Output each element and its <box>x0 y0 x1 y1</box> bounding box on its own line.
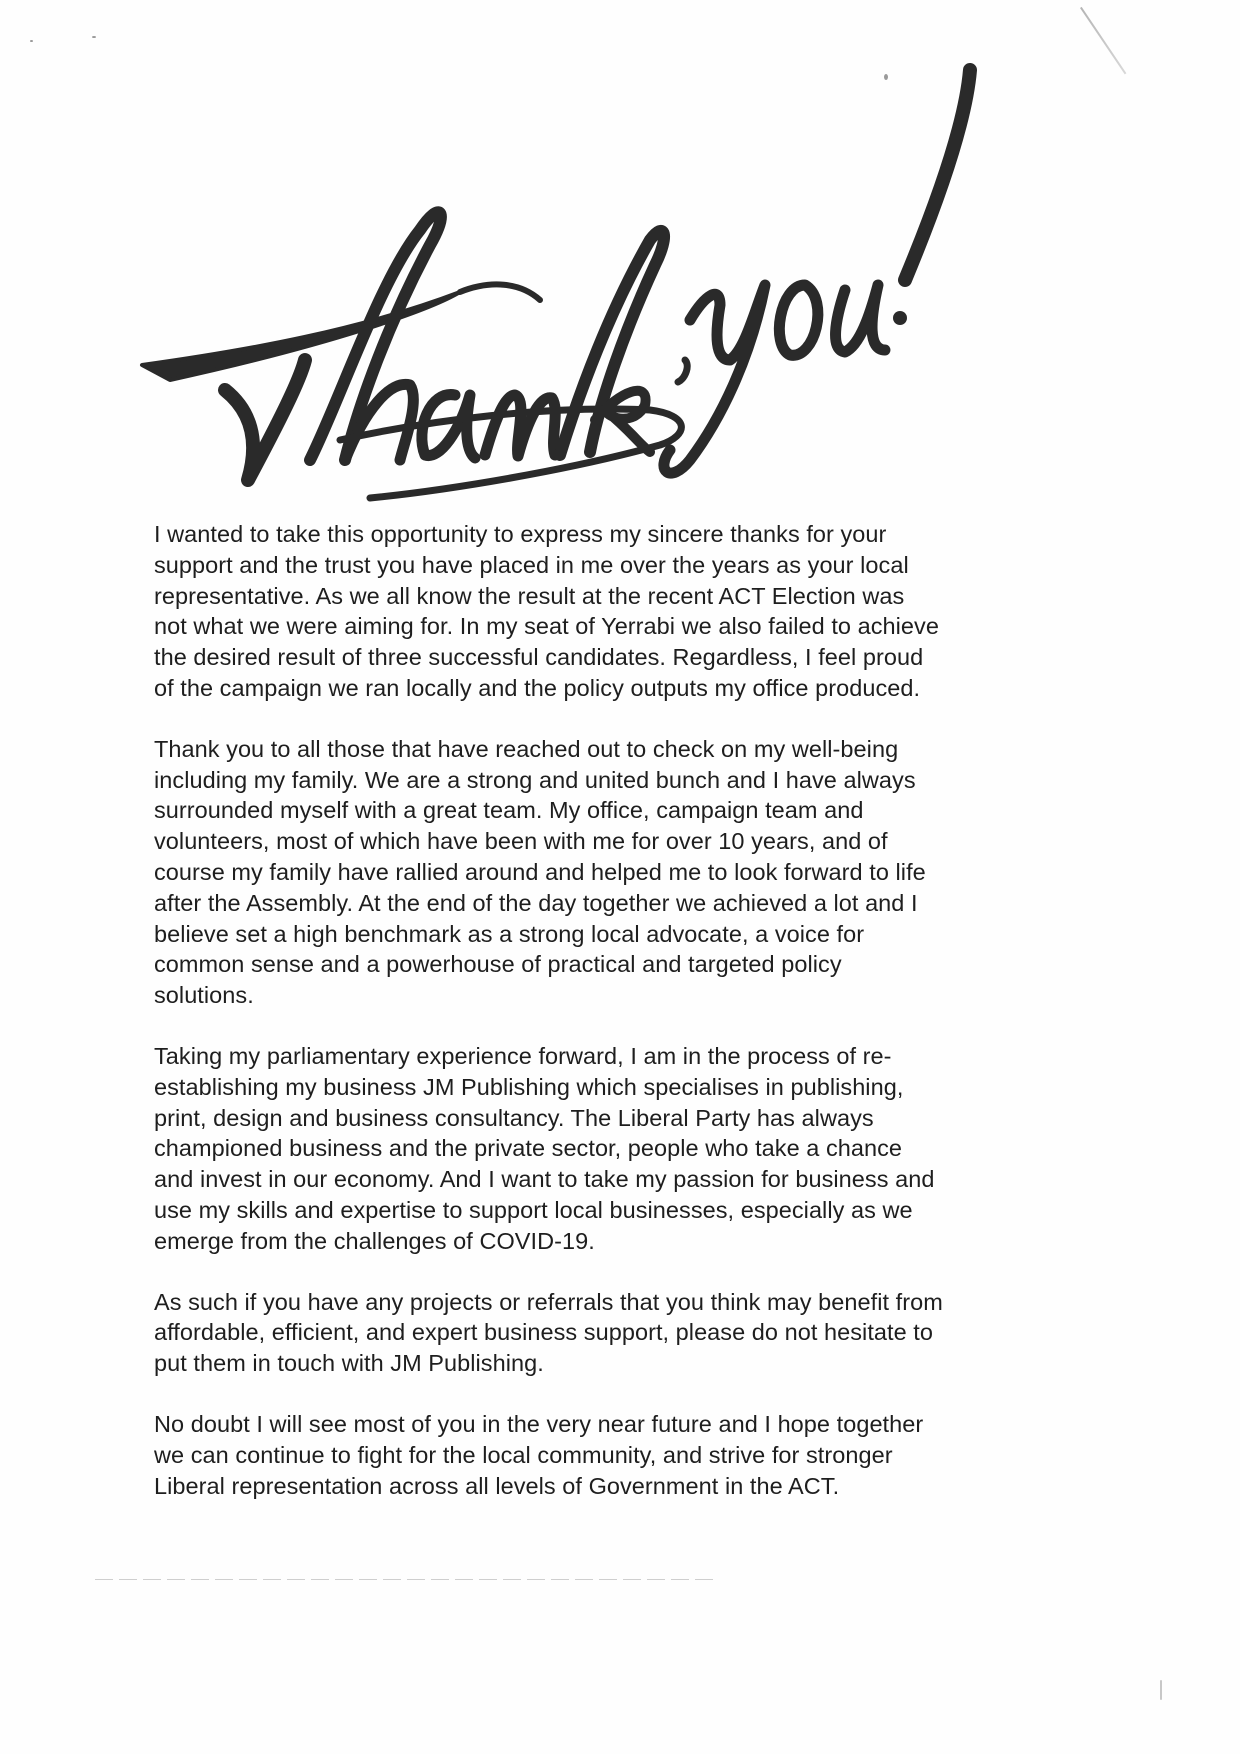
thank-you-script-svg <box>130 60 1090 510</box>
scan-speck <box>30 40 33 42</box>
paragraph-jm-publishing: Taking my parliamentary experience forward, I am in the process of re- establishing my business JM Publishing which specialises in publishing, print, design and business consultancy. The Liberal Party has always championed business and the private sector, people who take a chance and invest in our economy. And I want to take my passion for business and use my skills and expertise to support local businesses, especially as we emerge from the challenges of COVID-19. <box>154 1042 935 1254</box>
script-stroke-t-stem <box>225 360 305 480</box>
scan-artifact-rule <box>95 1579 715 1580</box>
scan-speck <box>1160 1680 1162 1700</box>
script-stroke-exclamation <box>905 70 970 280</box>
paragraph-well-being: Thank you to all those that have reached out to check on my well-being including my family. We are a strong and united bunch and I have always surrounded myself with a great team. My office, campaign team and volunteers, most of which have been with me for over 10 years, and of course my family have rallied around and helped me to look forward to life after the Assembly. At the end of the day together we achieved a lot and I believe set a high benchmark as a strong local advocate, a voice for common sense and a powerhouse of practical and targeted policy solutions. <box>154 735 926 1009</box>
paragraph-closing: No doubt I will see most of you in the very near future and I hope together we can continue to fight for the local community, and strive for stronger Liberal representation across all levels of Government in the ACT. <box>154 1410 924 1499</box>
letter-body <box>154 519 1074 1531</box>
paragraph-thanks-support: I wanted to take this opportunity to express my sincere thanks for your support and the trust you have placed in me over the years as your local representative. As we all know the result at the recent ACT Election was not what we were aiming for. In my seat of Yerrabi we also failed to achieve the desired result of three successful candidates. Regardless, I feel proud of the campaign we ran locally and the policy outputs my office produced. <box>154 521 939 701</box>
scan-speck <box>92 36 96 38</box>
script-stroke-o <box>779 285 817 355</box>
paragraph-referrals: As such if you have any projects or referrals that you think may benefit from affordable, efficient, and expert business support, please do not hesitate to put them in touch with JM Publishing. <box>154 1288 943 1377</box>
script-stroke-comma <box>678 360 687 382</box>
thank-you-heading-artwork <box>130 60 1090 510</box>
script-stroke-u <box>836 285 885 352</box>
script-stroke-n <box>485 395 555 456</box>
script-stroke-exclamation-dot <box>893 311 907 325</box>
script-stroke-t-bar-end <box>460 284 540 300</box>
